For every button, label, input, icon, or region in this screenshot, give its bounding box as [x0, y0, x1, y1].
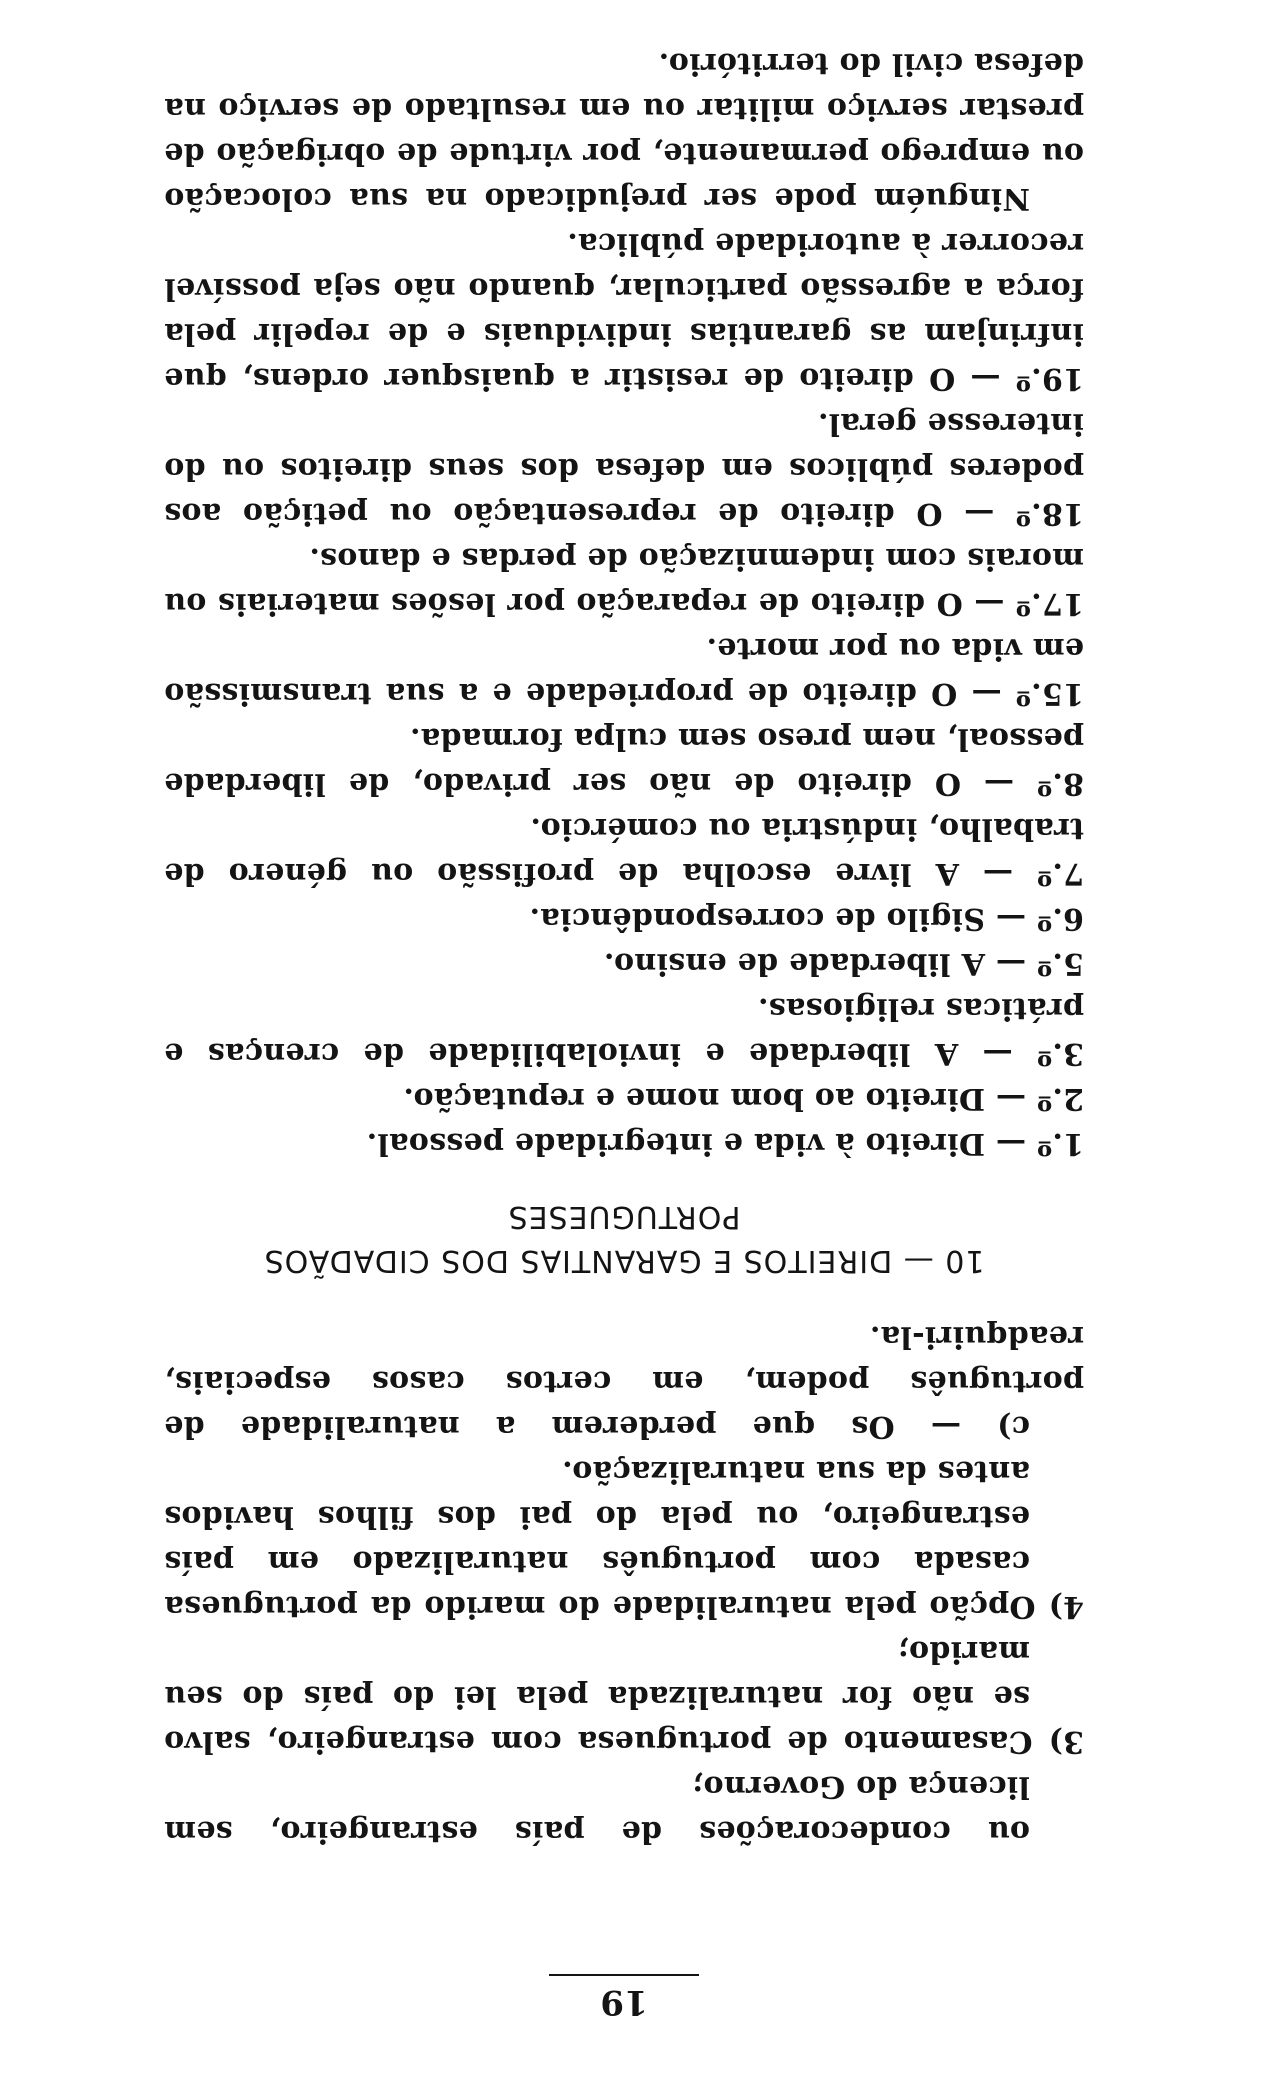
- clause-4: 4) Opção pela naturalidade do marido da portuguesa casada com português naturalizado em país estrangeiro, ou pela do pai dos filhos havidos antes da sua naturalização.: [164, 1454, 1084, 1624]
- right-item-8: 8.º — O direito de não ser privado, de liberdade pessoal, nem preso sem culpa formada.: [164, 721, 1084, 801]
- right-item-19: 19.º — O direito de resistir a quaisquer ordens, que infrinjam as garantias individuais e de repelir pela força a agressão particular, quando não seja possível recorrer à autoridade pública.: [164, 226, 1084, 396]
- section-heading-line1: 10 — DIREITOS E GARANTIAS DOS CIDADÃOS: [263, 1243, 985, 1278]
- clause-3: 3) Casamento de portuguesa com estrangeiro, salvo se não for naturalizada pela lei do país do seu marido;: [164, 1634, 1084, 1759]
- clause-c: c) — Os que perderem a naturalidade de português podem, em certos casos especiais, readquiri-la.: [164, 1319, 1084, 1444]
- right-item-2: 2.º — Direito ao bom nome e reputação.: [403, 1081, 1084, 1116]
- closing-paragraph: Ninguém pode ser prejudicado na sua colocação ou emprego permanente, por virtude de obrigação de prestar serviço militar ou em resultado de serviço na defesa civil do território.: [164, 46, 1084, 216]
- header-rule: [549, 1974, 699, 1976]
- right-item-6: 6.º — Sigilo de correspondência.: [529, 901, 1084, 936]
- right-item-1: 1.º — Direito à vida e integridade pessoal.: [366, 1126, 1084, 1161]
- right-item-15: 15.º — O direito de propriedade e a sua transmissão em vida ou por morte.: [164, 631, 1084, 711]
- right-item-18: 18.º — O direito de representação ou petição aos poderes públicos em defesa dos seus direitos ou do interesse geral.: [164, 406, 1084, 531]
- page-number: 19: [600, 1982, 648, 2022]
- section-heading: [164, 1194, 1084, 1282]
- right-item-3: 3.º — A liberdade e inviolabilidade de crenças e práticas religiosas.: [164, 991, 1084, 1071]
- paragraph-continuation: ou condecorações de país estrangeiro, sem licença do Governo;: [164, 1769, 1030, 1849]
- right-item-17: 17.º — O direito de reparação por lesões materiais ou morais com indemnização de perdas e danos.: [164, 541, 1084, 621]
- right-item-5: 5.º — A liberdade de ensino.: [603, 946, 1084, 981]
- section-heading-line2: PORTUGUESES: [507, 1199, 741, 1234]
- text-column: [164, 41, 1084, 2022]
- right-item-7: 7.º — A livre escolha de profissão ou género de trabalho, indústria ou comércio.: [164, 811, 1084, 891]
